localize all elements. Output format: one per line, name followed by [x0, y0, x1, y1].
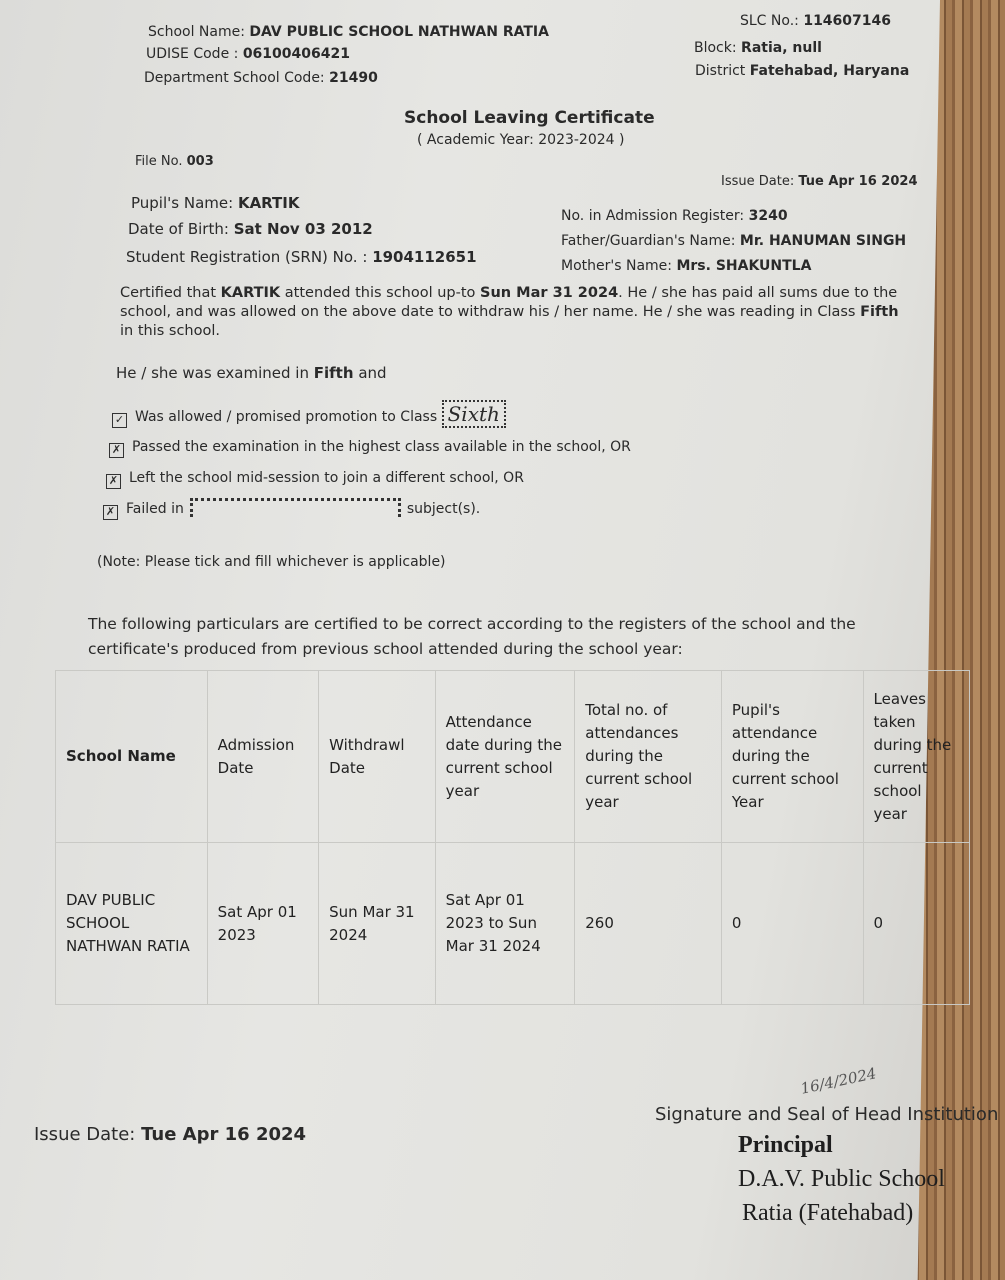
- option-promotion: ✓ Was allowed / promised promotion to Class Sixth: [112, 402, 506, 428]
- checkbox-ticked-icon: ✓: [112, 413, 127, 428]
- option-left: ✗ Left the school mid-session to join a different school, OR: [106, 470, 524, 489]
- header-total-attendances: Total no. of attendances during the current school year: [575, 671, 722, 843]
- header-pupil-attendance: Pupil's attendance during the current school Year: [721, 671, 863, 843]
- pupil-name: Pupil's Name: KARTIK: [131, 194, 300, 212]
- checkbox-crossed-icon: ✗: [109, 443, 124, 458]
- table-row: [56, 843, 970, 1005]
- udise-code: UDISE Code : 06100406421: [146, 46, 350, 62]
- handwritten-signature: 16/4/2024: [798, 1064, 878, 1098]
- cell-pupil-attendance: 0: [721, 843, 863, 1005]
- principal-stamp: Principal: [738, 1132, 833, 1158]
- option-failed: ✗ Failed in subject(s).: [103, 498, 480, 520]
- header-school-name: School Name: [56, 671, 208, 843]
- cell-total-attendances: 260: [575, 843, 722, 1005]
- academic-year: ( Academic Year: 2023-2024 ): [417, 132, 625, 148]
- header-withdrawl-date: Withdrawl Date: [319, 671, 436, 843]
- signature-label: Signature and Seal of Head Institution: [655, 1104, 999, 1125]
- header-admission-date: Admission Date: [207, 671, 318, 843]
- issue-date: Issue Date: Tue Apr 16 2024: [721, 174, 918, 189]
- mother-name: Mother's Name: Mrs. SHAKUNTLA: [561, 258, 812, 274]
- date-of-birth: Date of Birth: Sat Nov 03 2012: [128, 220, 373, 238]
- file-number: File No. 003: [135, 154, 214, 169]
- checkbox-crossed-icon: ✗: [103, 505, 118, 520]
- block: Block: Ratia, null: [694, 40, 822, 56]
- admission-register-number: No. in Admission Register: 3240: [561, 208, 788, 224]
- option-passed: ✗ Passed the examination in the highest class available in the school, OR: [109, 439, 631, 458]
- header-attendance-date: Attendance date during the current school year: [435, 671, 575, 843]
- cell-withdrawl-date: Sun Mar 31 2024: [319, 843, 436, 1005]
- department-code: Department School Code: 21490: [144, 70, 378, 86]
- district: District Fatehabad, Haryana: [695, 63, 910, 79]
- class-fill-in: Sixth: [442, 400, 506, 428]
- checkbox-crossed-icon: ✗: [106, 474, 121, 489]
- cell-admission-date: Sat Apr 01 2023: [207, 843, 318, 1005]
- subjects-fill-in: [190, 498, 401, 517]
- cell-school-name: DAV PUBLIC SCHOOL NATHWAN RATIA: [56, 843, 208, 1005]
- examined-text: He / she was examined in Fifth and: [116, 364, 387, 382]
- school-name: School Name: DAV PUBLIC SCHOOL NATHWAN RATIA: [148, 24, 549, 40]
- particulars-table: [55, 670, 970, 1005]
- father-name: Father/Guardian's Name: Mr. HANUMAN SINGH: [561, 233, 907, 249]
- table-header-row: [56, 671, 970, 843]
- header-leaves-taken: Leaves taken during the current school year: [863, 671, 970, 843]
- cell-leaves-taken: 0: [863, 843, 970, 1005]
- stamp-location: Ratia (Fatehabad): [742, 1200, 914, 1226]
- srn-number: Student Registration (SRN) No. : 1904112651: [126, 248, 477, 266]
- particulars-text: The following particulars are certified to be correct according to the registers of the school and the certificate's produced from previous school attended during the school year:: [88, 615, 856, 658]
- slc-number: SLC No.: 114607146: [740, 13, 891, 29]
- certificate-title: School Leaving Certificate: [404, 108, 655, 128]
- certification-text: Certified that KARTIK attended this school up-to Sun Mar 31 2024. He / she has paid all sums due to the school, and was allowed on the above date to withdraw his / her name. He / she was reading in Class Fifth in this school.: [120, 285, 899, 339]
- cell-attendance-date: Sat Apr 01 2023 to Sun Mar 31 2024: [435, 843, 575, 1005]
- footer-issue-date: Issue Date: Tue Apr 16 2024: [34, 1124, 307, 1145]
- note: (Note: Please tick and fill whichever is applicable): [97, 554, 446, 570]
- stamp-school: D.A.V. Public School: [738, 1166, 945, 1192]
